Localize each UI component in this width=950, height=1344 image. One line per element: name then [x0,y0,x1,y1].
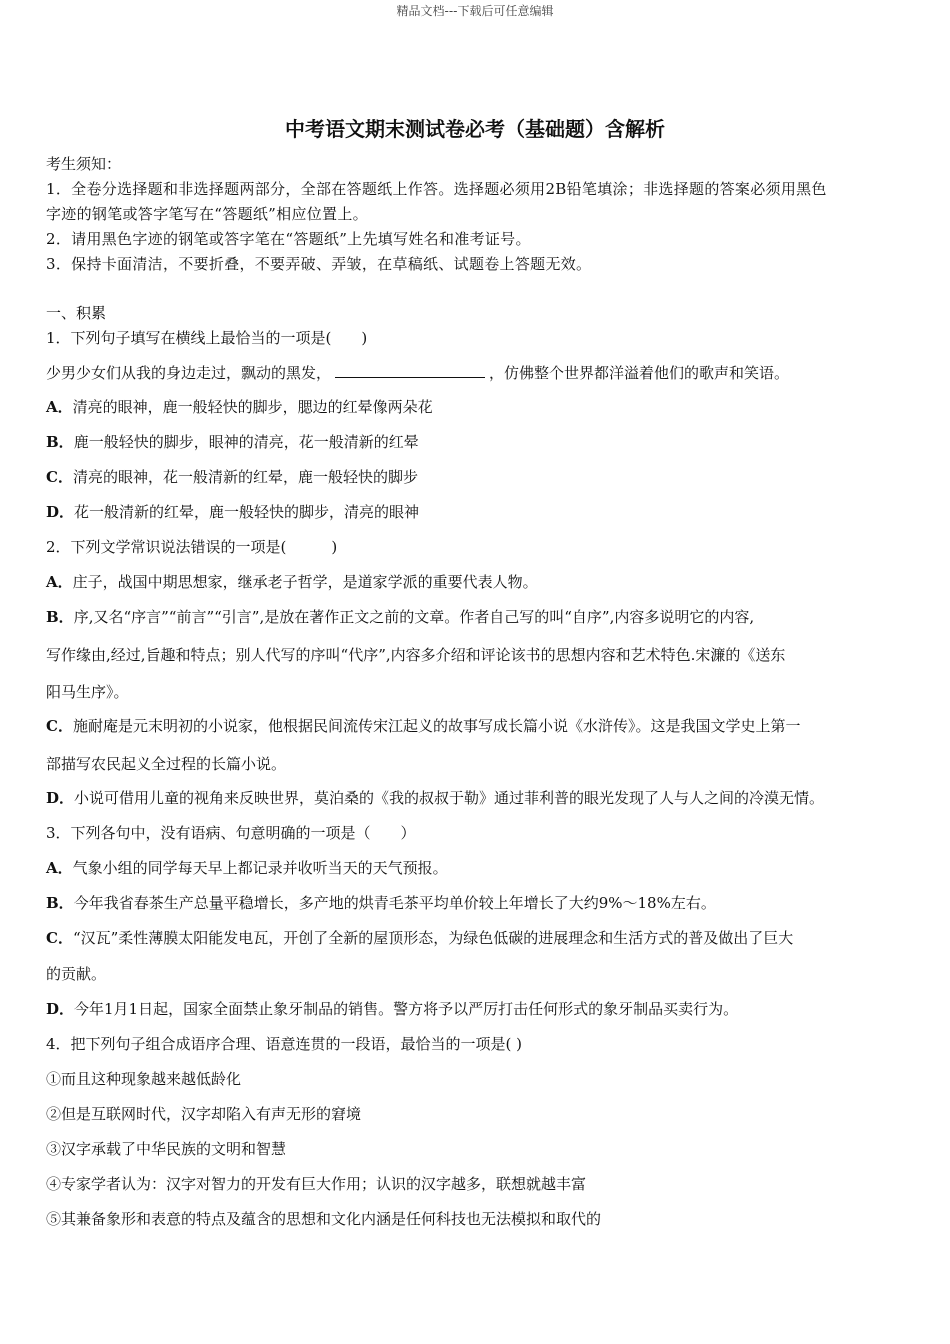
option-b [46,431,419,452]
option-letter: A． [46,573,73,591]
question-2-stem: 2．下列文学常识说法错误的一项是( ) [46,538,338,556]
option-a [46,396,433,417]
option-a [46,571,538,592]
list-item: ②但是互联网时代，汉字却陷入有声无形的窘境 [46,1105,362,1123]
list-item: ①而且这种现象越来越低龄化 [46,1070,242,1088]
section-heading: 一、积累 [46,304,107,322]
option-c [46,715,800,736]
list-item: ⑤其兼备象形和表意的特点及蕴含的思想和文化内涵是任何科技也无法模拟和取代的 [46,1210,602,1228]
option-text: 庄子，战国中期思想家，继承老子哲学，是道家学派的重要代表人物。 [72,573,538,591]
notice-item: 1．全卷分选择题和非选择题两部分，全部在答题纸上作答。选择题必须用2B铅笔填涂；非选择题的答案必须用黑色 [46,180,827,198]
option-d [46,998,738,1019]
page-title: 中考语文期末测试卷必考（基础题）含解析 [285,117,665,141]
option-b-continued: 写作缘由,经过,旨趣和特点；别人代写的序叫“代序”,内容多介绍和评论该书的思想内容和艺术特色.宋濂的《送东 [46,646,786,664]
option-letter: C． [46,717,73,735]
option-letter: B． [46,433,74,451]
option-text: 小说可借用儿童的视角来反映世界，莫泊桑的《我的叔叔于勒》通过菲利普的眼光发现了人与人之间的冷漠无情。 [74,789,825,807]
list-item: ③汉字承载了中华民族的文明和智慧 [46,1140,287,1158]
option-letter: D． [46,1000,75,1018]
question-1-stem: 1．下列句子填写在横线上最恰当的一项是( ) [46,329,368,347]
option-text: 鹿一般轻快的脚步，眼神的清亮，花一般清新的红晕 [73,433,419,451]
notice-item: 3．保持卡面清洁，不要折叠，不要弄破、弄皱，在草稿纸、试题卷上答题无效。 [46,255,592,273]
option-d [46,501,419,522]
notice-heading: 考生须知： [46,155,122,173]
list-item: ④专家学者认为：汉字对智力的开发有巨大作用；认识的汉字越多，联想就越丰富 [46,1175,587,1193]
option-letter: B． [46,608,74,626]
option-text: 清亮的眼神，花一般清新的红晕，鹿一般轻快的脚步 [72,468,418,486]
option-letter: D． [46,503,75,521]
option-c [46,927,793,948]
option-letter: A． [46,859,73,877]
option-text: 今年1月1日起，国家全面禁止象牙制品的销售。警方将予以严厉打击任何形式的象牙制品买卖行为。 [74,1000,739,1018]
sentence-before: 少男少女们从我的身边走过，飘动的黑发， [46,364,332,382]
option-text: 清亮的眼神，鹿一般轻快的脚步，腮边的红晕像两朵花 [72,398,433,416]
option-text: 花一般清新的红晕，鹿一般轻快的脚步，清亮的眼神 [74,503,420,521]
option-letter: C． [46,929,73,947]
option-letter: D． [46,789,75,807]
option-b [46,892,716,913]
option-text: 气象小组的同学每天早上都记录并收听当天的天气预报。 [72,859,448,877]
option-c-continued: 部描写农民起义全过程的长篇小说。 [46,755,287,773]
option-letter: B． [46,894,74,912]
option-text: “汉瓦”柔性薄膜太阳能发电瓦，开创了全新的屋顶形态，为绿色低碳的进展理念和生活方式的普及做出了巨大 [72,929,794,947]
question-1-sentence [46,362,789,383]
option-b-continued: 阳马生序》。 [46,683,129,701]
option-text: 施耐庵是元末明初的小说家，他根据民间流传宋江起义的故事写成长篇小说《水浒传》。这是我国文学史上第一 [72,717,801,735]
question-4-stem: 4．把下列句子组合成语序合理、语意连贯的一段语，最恰当的一项是( ) [46,1035,523,1053]
option-c [46,466,418,487]
notice-item: 字迹的钢笔或答字笔写在“答题纸”相应位置上。 [46,205,368,223]
answer-blank [335,363,485,378]
option-text: 序,又名“序言”“前言”“引言”,是放在著作正文之前的文章。作者自己写的叫“自序”,内容多说明它的内容, [73,608,755,626]
header-note: 精品文档---下载后可任意编辑 [396,4,554,18]
option-a [46,857,448,878]
option-text: 今年我省春茶生产总量平稳增长，多产地的烘青毛茶平均单价较上年增长了大约9%～18%左右。 [73,894,716,912]
option-d [46,787,824,808]
notice-item: 2．请用黑色字迹的钢笔或答字笔在“答题纸”上先填写姓名和准考证号。 [46,230,531,248]
sentence-after: ，仿佛整个世界都洋溢着他们的歌声和笑语。 [489,364,790,382]
question-3-stem: 3．下列各句中，没有语病、句意明确的一项是（ ） [46,824,416,842]
option-b [46,606,754,627]
option-c-continued: 的贡献。 [46,965,107,983]
option-letter: C． [46,468,73,486]
option-letter: A． [46,398,73,416]
